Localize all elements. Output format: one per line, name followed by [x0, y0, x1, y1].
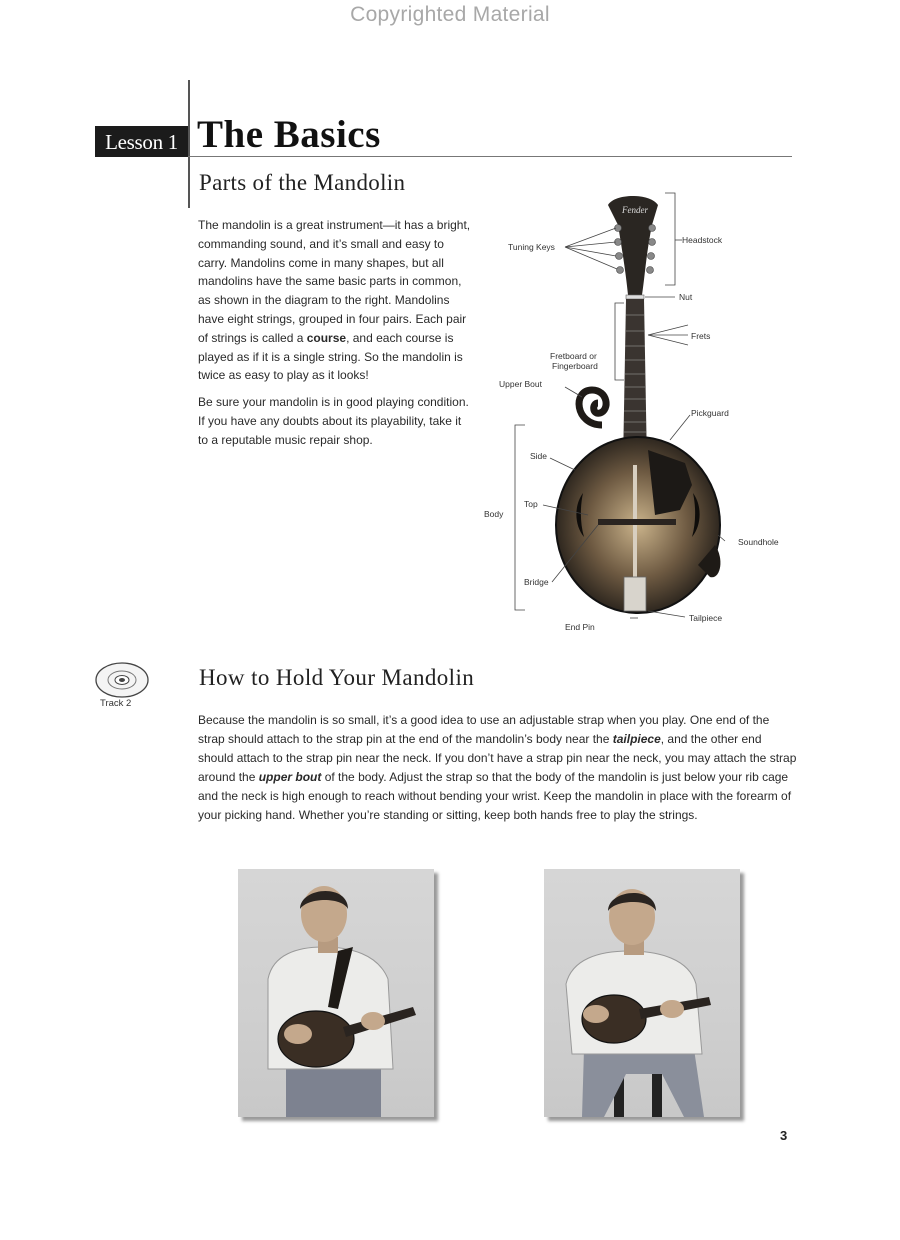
cd-icon — [93, 660, 151, 700]
label-tuning-keys: Tuning Keys — [508, 242, 555, 252]
label-frets: Frets — [691, 331, 711, 341]
bridge-shape — [598, 519, 676, 525]
label-tailpiece: Tailpiece — [689, 613, 723, 623]
label-fretboard-1: Fretboard or — [550, 351, 597, 361]
label-body: Body — [484, 509, 504, 519]
label-bridge: Bridge — [524, 577, 549, 587]
label-soundhole: Soundhole — [738, 537, 779, 547]
label-upper-bout: Upper Bout — [499, 379, 542, 389]
standing-player-illustration — [238, 869, 434, 1117]
nut-shape — [626, 295, 644, 299]
photo-standing — [238, 869, 434, 1117]
copyright-watermark: Copyrighted Material — [350, 3, 550, 26]
tailpiece-shape — [624, 577, 646, 611]
upper-bout-scroll — [579, 390, 606, 425]
intro-paragraph-1: The mandolin is a great instrument—it has a bright, commanding sound, and it’s small and easy to carry. Mandolins come in many shapes, but all mandolins have the same basic parts in common, as shown in the diagram to the right. Mandolins have eight strings, grouped in four pairs. Each pair of strings is called a course, and each course is played as if it is a single string. So the mandolin is twice as easy to play as it looks! — [198, 218, 471, 383]
term-upper-bout: upper bout — [258, 770, 322, 784]
label-headstock: Headstock — [682, 235, 723, 245]
label-nut: Nut — [679, 292, 693, 302]
headstock-logo: Fender — [622, 205, 648, 215]
label-side: Side — [530, 451, 548, 461]
track-label: Track 2 — [100, 698, 132, 709]
photo-sitting — [544, 869, 740, 1117]
section-heading-hold: How to Hold Your Mandolin — [199, 665, 475, 690]
label-fretboard-2: Fingerboard — [552, 361, 598, 371]
header-vertical-rule — [188, 80, 190, 208]
lesson-title: The Basics — [197, 113, 381, 156]
intro-text — [198, 216, 472, 458]
label-end-pin: End Pin — [565, 622, 595, 632]
hold-paragraph: Because the mandolin is so small, it’s a good idea to use an adjustable strap when you play. One end of the strap should attach to the strap pin at the end of the mandolin’s body near the tailpiece, and the other end should attach to the strap pin near the neck. If you don’t have a strap pin near the neck, you may attach the strap around the upper bout of the body. Adjust the strap so that the body of the mandolin is just below your rib cage and the neck is high enough to reach without bending your wrist. Keep the mandolin in place with the forearm of your picking hand. Whether you’re standing or sitting, keep both hands free to play the strings. — [198, 713, 797, 822]
sitting-player-illustration — [544, 869, 740, 1117]
term-course: course — [306, 330, 347, 345]
label-pickguard: Pickguard — [691, 408, 729, 418]
intro-paragraph-2: Be sure your mandolin is in good playing condition. If you have any doubts about its playability, take it to a reputable music repair shop. — [198, 395, 469, 447]
section-heading-parts: Parts of the Mandolin — [199, 170, 406, 195]
term-tailpiece: tailpiece — [612, 732, 661, 746]
page-number: 3 — [780, 1128, 788, 1143]
mandolin-parts-diagram — [480, 185, 800, 645]
label-top: Top — [524, 499, 538, 509]
lesson-tag: Lesson 1 — [95, 126, 188, 157]
